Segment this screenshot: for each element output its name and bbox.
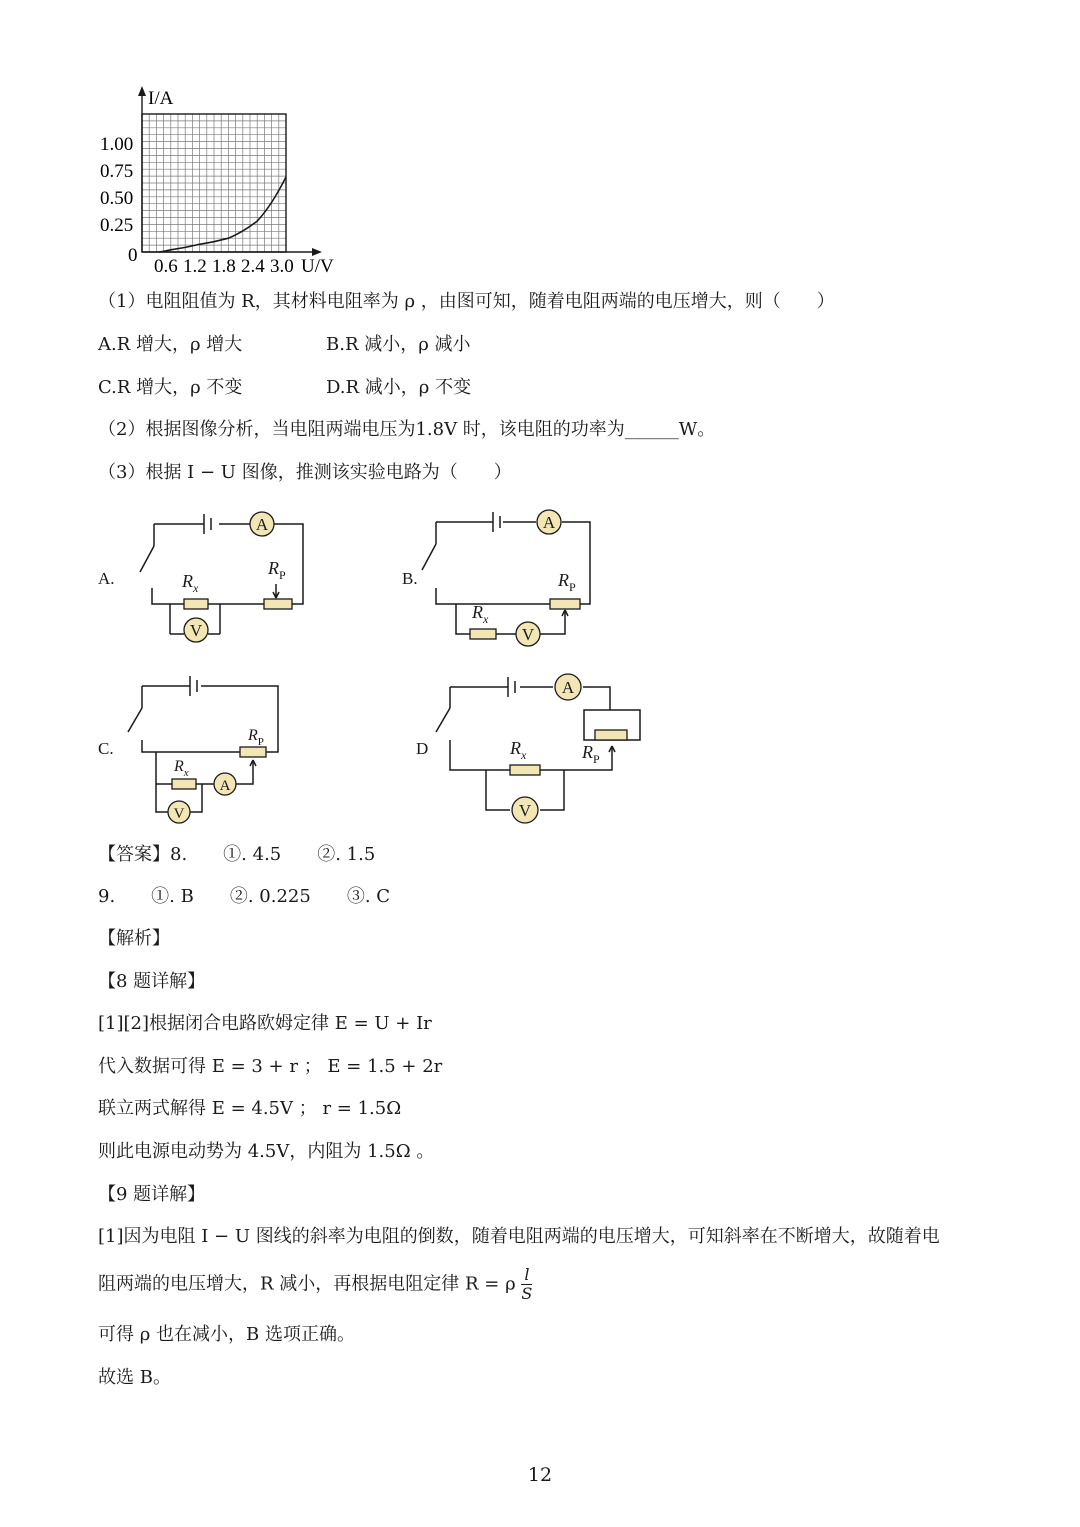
q9-line-1: [1]因为电阻 I − U 图线的斜率为电阻的倒数，随着电阻两端的电压增大，可知斜率在不断增大，故随着电 bbox=[98, 1226, 940, 1247]
rx-resistor bbox=[470, 629, 496, 639]
meter-label: V bbox=[518, 801, 532, 820]
circuit-c bbox=[128, 676, 278, 812]
q9-line-3: 可得 ρ 也在减小，B 选项正确。 bbox=[98, 1324, 355, 1345]
meter-label: V bbox=[521, 625, 535, 644]
rp-label: $R_P$ bbox=[582, 742, 600, 766]
y-axis-arrow bbox=[138, 86, 146, 96]
meter-label: V bbox=[173, 806, 185, 822]
circuit-label-b: B. bbox=[402, 569, 418, 588]
rp-label: $R_P$ bbox=[268, 558, 286, 582]
x-tick-label: 0.6 bbox=[154, 256, 178, 277]
question-1: （1）电阻阻值为 R，其材料电阻率为 ρ ，由图可知，随着电阻两端的电压增大，则（ ） bbox=[98, 291, 835, 312]
fraction-numerator: l bbox=[524, 1265, 530, 1284]
x-tick-label: 3.0 bbox=[270, 256, 294, 277]
q8-line-2: 代入数据可得 E = 3 + r ； E = 1.5 + 2r bbox=[98, 1056, 443, 1077]
rx-label: $R_x$ bbox=[174, 758, 189, 779]
rp-rheostat bbox=[550, 599, 580, 609]
meter-label: A bbox=[542, 513, 556, 532]
rx-resistor bbox=[510, 765, 540, 775]
circuit-label-c: C. bbox=[98, 739, 114, 758]
q1-option-c: C.R 增大，ρ 不变 bbox=[98, 377, 243, 398]
analysis-heading: 【解析】 bbox=[98, 928, 170, 949]
q9-line-2-text: 阻两端的电压增大，R 减小，再根据电阻定律 R = ρ bbox=[98, 1273, 516, 1295]
fraction bbox=[521, 1266, 532, 1303]
q9-heading: 【9 题详解】 bbox=[98, 1184, 206, 1205]
rx-label: $R_x$ bbox=[182, 571, 199, 595]
rx-resistor bbox=[184, 599, 208, 609]
circuit-label-d: D bbox=[416, 739, 429, 758]
meter-label: V bbox=[189, 621, 203, 640]
x-tick-label: 1.2 bbox=[183, 256, 207, 277]
circuit-diagrams bbox=[90, 500, 670, 840]
q8-line-3: 联立两式解得 E = 4.5V ； r = 1.5Ω bbox=[98, 1098, 402, 1119]
graph-grid bbox=[142, 114, 286, 252]
rp-label: $R_P$ bbox=[558, 570, 576, 594]
q9-line-2 bbox=[98, 1266, 532, 1303]
meter-label: A bbox=[219, 778, 231, 794]
q1-option-b: B.R 减小，ρ 减小 bbox=[326, 334, 471, 355]
rp-label: $R_P$ bbox=[248, 727, 264, 748]
q8-heading: 【8 题详解】 bbox=[98, 971, 206, 992]
x-axis-arrow bbox=[312, 248, 322, 256]
q1-option-a: A.R 增大，ρ 增大 bbox=[98, 334, 243, 355]
circuit-d bbox=[436, 677, 640, 810]
rp-rheostat bbox=[595, 730, 627, 740]
rp-rheostat bbox=[240, 747, 266, 757]
meter-label: A bbox=[255, 515, 269, 534]
y-tick-label: 0.75 bbox=[100, 161, 134, 182]
answer-line-2: 9. ①. B ②. 0.225 ③. C bbox=[98, 886, 391, 907]
circuit-label-a: A. bbox=[98, 569, 115, 588]
rx-label: $R_x$ bbox=[472, 602, 489, 626]
rx-resistor bbox=[172, 779, 196, 789]
fraction-denominator: S bbox=[521, 1284, 533, 1303]
answer-line-1: 【答案】8. ①. 4.5 ②. 1.5 bbox=[98, 844, 376, 865]
x-tick-label: 2.4 bbox=[241, 256, 265, 277]
page-number: 12 bbox=[527, 1464, 553, 1486]
question-3: （3）根据 I − U 图像，推测该实验电路为（ ） bbox=[98, 462, 512, 483]
rp-rheostat bbox=[264, 599, 292, 609]
q8-line-1: [1][2]根据闭合电路欧姆定律 E = U + Ir bbox=[98, 1013, 432, 1034]
x-axis-label: U/V bbox=[301, 256, 334, 277]
question-2: （2）根据图像分析，当电阻两端电压为1.8V 时，该电阻的功率为______W。 bbox=[98, 419, 716, 440]
x-tick-label: 1.8 bbox=[212, 256, 236, 277]
y-tick-label: 0 bbox=[128, 245, 138, 266]
y-tick-label: 0.50 bbox=[100, 188, 134, 209]
q8-line-4: 则此电源电动势为 4.5V，内阻为 1.5Ω 。 bbox=[98, 1141, 435, 1162]
meter-label: A bbox=[561, 678, 575, 697]
q1-option-d: D.R 减小，ρ 不变 bbox=[326, 377, 472, 398]
iu-graph bbox=[90, 80, 350, 280]
y-tick-label: 1.00 bbox=[100, 134, 134, 155]
y-tick-label: 0.25 bbox=[100, 215, 134, 236]
q9-line-4: 故选 B。 bbox=[98, 1367, 171, 1388]
y-axis-label: I/A bbox=[148, 88, 174, 109]
rx-label: $R_x$ bbox=[510, 738, 527, 762]
